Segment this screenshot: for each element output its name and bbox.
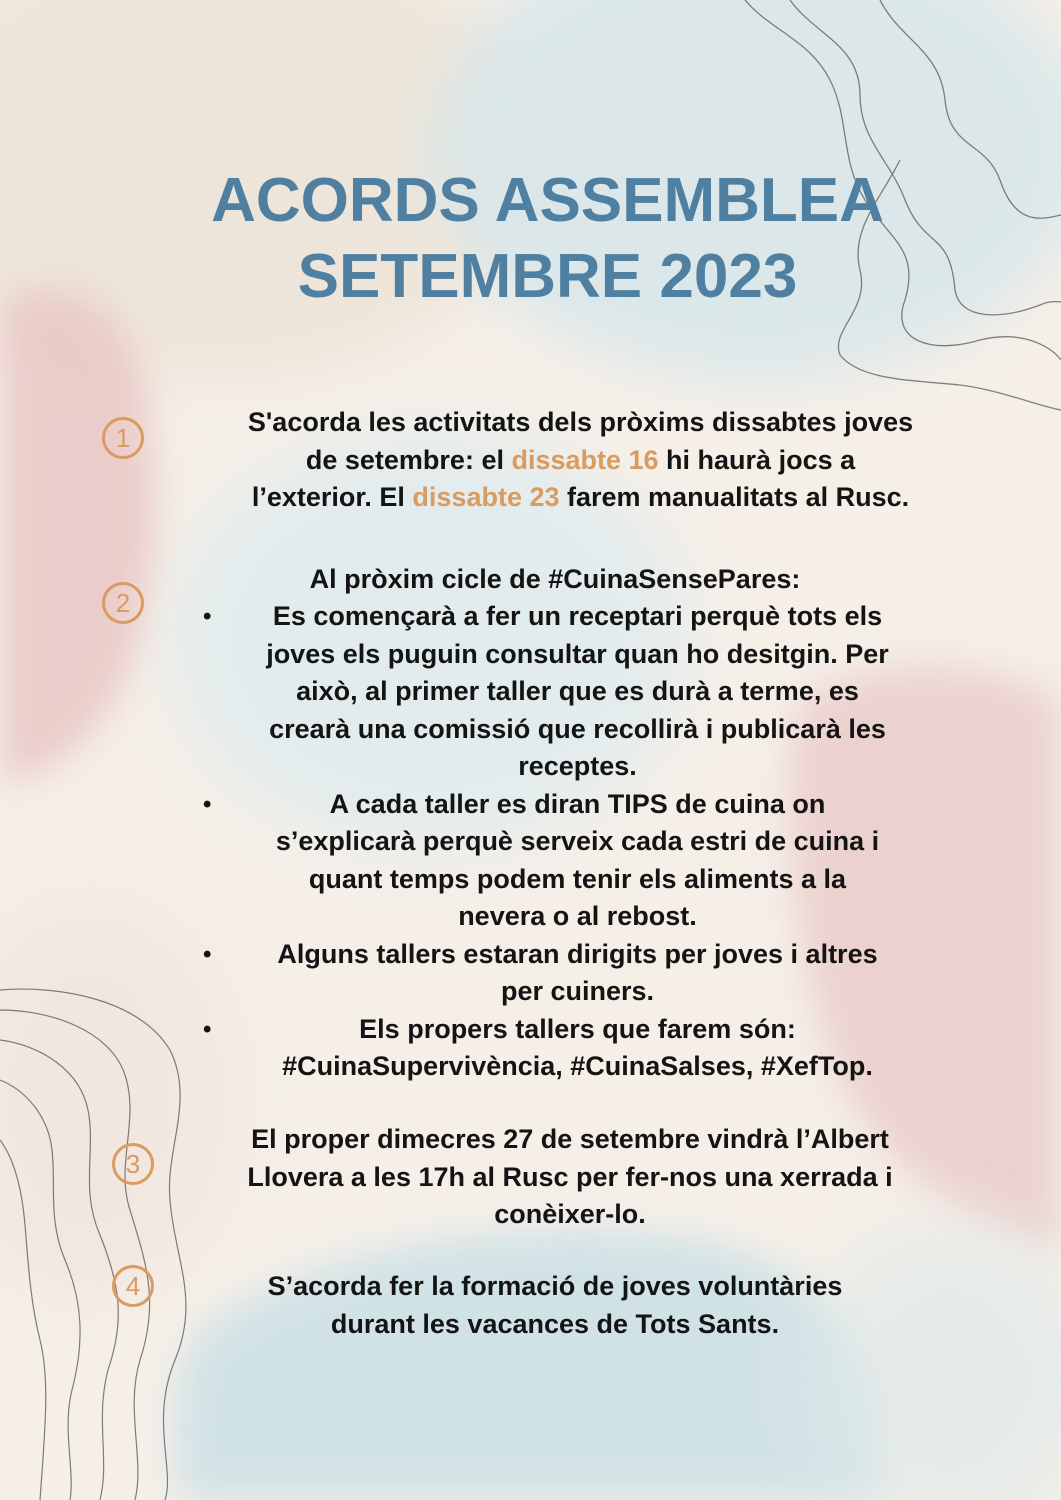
bullet-marker: •: [203, 940, 212, 968]
item-3-line-3: conèixer-lo.: [494, 1199, 646, 1229]
item-1-line-1: S'acorda les activitats dels pròxims dissabtes joves: [247, 407, 914, 437]
item-4-line-1: S’acorda fer la formació de joves voluntàries: [267, 1271, 843, 1301]
bullet-2-line-2: s’explicarà perquè serveix cada estri de cuina i: [275, 826, 880, 856]
list-item: [0, 598, 930, 786]
bullet-3-line-2: per cuiners.: [500, 976, 655, 1006]
item-1-highlight-date-1: dissabte 16: [511, 444, 659, 475]
item-1-line-2-post: hi haurà jocs a: [658, 444, 856, 475]
item-2-bullet-list: [0, 598, 1061, 1086]
bullet-1-line-3: això, al primer taller que es durà a terme, es: [296, 676, 859, 706]
page-title: [0, 163, 1061, 315]
item-3-line-2: Llovera a les 17h al Rusc per fer-nos una xerrada i: [247, 1161, 893, 1192]
item-number-4-badge: [112, 1265, 154, 1307]
item-1-line-2-pre: de setembre: el: [305, 444, 512, 475]
item-1-line-3-post: farem manualitats al Rusc.: [559, 482, 910, 512]
bullet-1-line-5: receptes.: [518, 751, 637, 781]
item-number-3-badge: [112, 1143, 154, 1185]
bullet-4-line-2: #CuinaSupervivència, #CuinaSalses, #XefTop.: [282, 1051, 873, 1081]
item-number-1: 1: [115, 423, 131, 453]
bullet-1-line-4: crearà una comissió que recollirà i publicarà les: [269, 713, 886, 744]
item-3-line-1: El proper dimecres 27 de setembre vindrà l’Albert: [251, 1124, 889, 1154]
title-line-2: SETEMBRE 2023: [297, 242, 798, 311]
item-number-1-badge: [102, 417, 144, 459]
bullet-marker: •: [203, 603, 212, 630]
item-1-highlight-date-2: dissabte 23: [412, 482, 560, 512]
bullet-4-line-1: Els propers tallers que farem són:: [359, 1013, 796, 1044]
bullet-marker: •: [203, 1015, 212, 1043]
title-line-1: ACORDS ASSEMBLEA: [211, 166, 884, 235]
list-item: [0, 936, 930, 1011]
item-3-text: [190, 1121, 950, 1234]
item-number-3: 3: [125, 1149, 141, 1179]
bullet-1-line-2: joves els puguin consultar quan ho desitgin. Per: [266, 638, 889, 669]
bullet-marker: •: [203, 790, 212, 818]
item-4-line-2: durant les vacances de Tots Sants.: [330, 1308, 780, 1339]
item-4-text: [210, 1268, 900, 1343]
item-number-2: 2: [115, 588, 131, 618]
item-2-intro: Al pròxim cicle de #CuinaSensePares:: [309, 564, 801, 594]
list-item: [0, 786, 930, 936]
item-1-line-3-pre: l’exterior. El: [251, 482, 413, 512]
bullet-2-line-4: nevera o al rebost.: [458, 901, 697, 931]
item-1-text: [198, 404, 963, 517]
bullet-2-line-3: quant temps podem tenir els aliments a la: [308, 863, 847, 894]
bullet-3-line-1: Alguns tallers estaran dirigits per joves i altres: [277, 938, 878, 969]
list-item: [0, 1011, 930, 1086]
item-number-4: 4: [125, 1271, 141, 1301]
bullet-1-line-1: Es començarà a fer un receptari perquè tots els: [272, 601, 883, 631]
bullet-2-line-1: A cada taller es diran TIPS de cuina on: [329, 788, 826, 819]
